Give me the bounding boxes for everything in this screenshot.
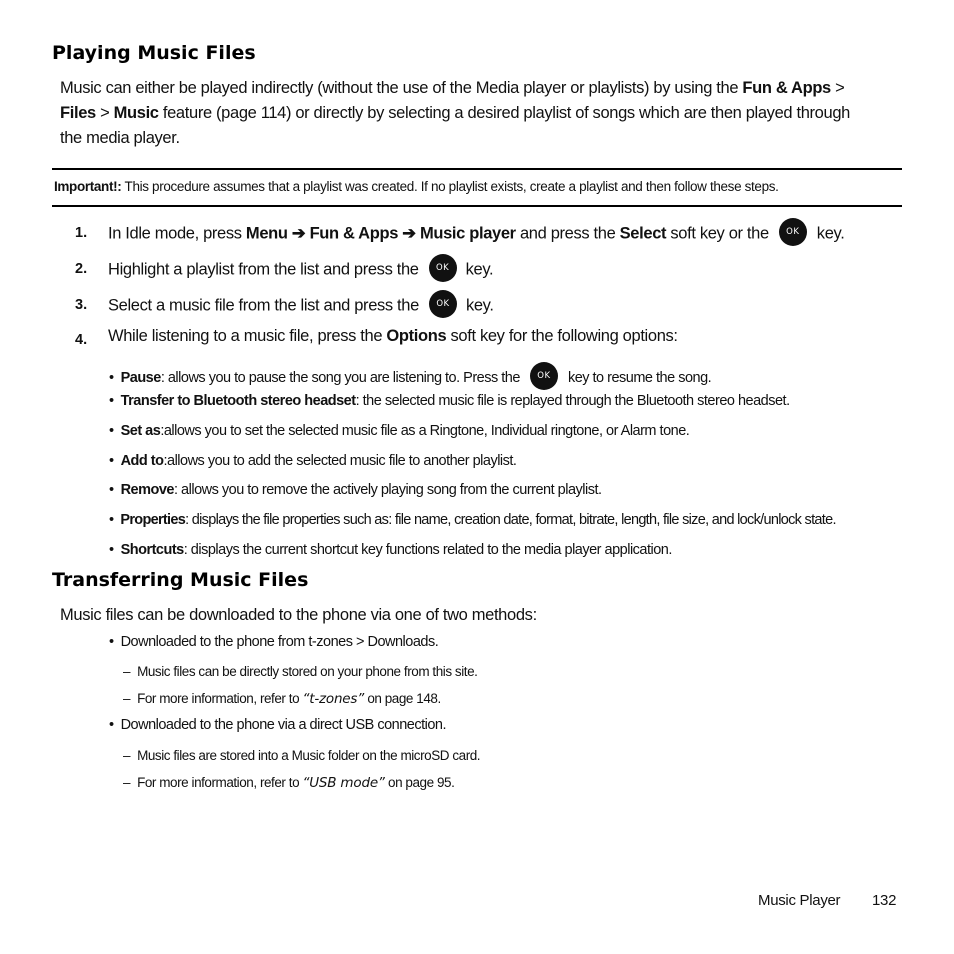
- bullet-icon: •: [109, 542, 114, 558]
- step-2: [108, 256, 493, 284]
- arrow-icon: ➔: [287, 224, 310, 243]
- note-bottom-rule: [52, 205, 902, 207]
- option-term: Shortcuts: [120, 542, 184, 558]
- sub-item-text: Music files can be directly stored on your phone from this site.: [137, 664, 478, 679]
- option-add-to: [109, 453, 516, 469]
- option-term: Remove: [120, 482, 174, 498]
- intro-text: feature (page 114) or directly by selecting a desired playlist of songs which are then played through: [158, 104, 850, 122]
- dash-icon: –: [123, 748, 131, 763]
- step-bold-options: Options: [386, 327, 447, 345]
- section-heading-playing-music-files: Playing Music Files: [52, 42, 256, 64]
- step-text: soft key or the: [666, 224, 769, 243]
- important-label: Important!:: [54, 179, 122, 194]
- bullet-icon: •: [109, 512, 114, 528]
- bullet-icon: •: [109, 423, 114, 439]
- step-text: soft key for the following options:: [446, 327, 678, 345]
- intro-paragraph-line2: [60, 101, 850, 126]
- step-bold-select: Select: [619, 224, 667, 243]
- intro-bold-files: Files: [60, 104, 96, 122]
- intro-text: Music can either be played indirectly (without the use of the Media player or playlists) by using the: [60, 79, 743, 97]
- option-term: Transfer to Bluetooth stereo headset: [120, 393, 356, 409]
- bullet-icon: •: [109, 482, 114, 498]
- dash-icon: –: [123, 775, 131, 790]
- step-text: and press the: [515, 224, 620, 243]
- step-text: Select a music file from the list and press the: [108, 296, 419, 315]
- step-number: 4.: [75, 332, 88, 348]
- bullet-icon: •: [109, 369, 114, 386]
- transfer-method-usb: [109, 717, 446, 733]
- intro-bold-fun-apps: Fun & Apps: [742, 79, 831, 97]
- step-text: key.: [465, 296, 494, 315]
- step-4: [108, 327, 678, 346]
- option-text: : allows you to pause the song you are listening to. Press the: [160, 369, 520, 386]
- transfer-method-tzones: [109, 634, 438, 650]
- sub-item-text: on page 95.: [384, 775, 455, 790]
- note-top-rule: [52, 168, 902, 170]
- step-1: [108, 220, 844, 248]
- transfer-intro: Music files can be downloaded to the phone via one of two methods:: [60, 606, 537, 624]
- ok-key-icon: OK: [429, 254, 457, 282]
- bullet-icon: •: [109, 393, 114, 409]
- option-term: Properties: [120, 512, 186, 528]
- sub-item-text: Music files are stored into a Music folder on the microSD card.: [137, 748, 481, 763]
- step-3: [108, 292, 494, 320]
- option-text: key to resume the song.: [567, 369, 712, 386]
- sub-item-text: For more information, refer to: [137, 691, 303, 706]
- bullet-text: Downloaded to the phone via a direct USB connection.: [120, 717, 447, 733]
- ok-key-icon: OK: [530, 362, 558, 390]
- option-pause: [109, 364, 711, 392]
- step-bold-music-player: Music player: [419, 224, 516, 243]
- step-text: Highlight a playlist from the list and press the: [108, 260, 419, 279]
- bullet-icon: •: [109, 453, 114, 469]
- option-text: : displays the current shortcut key functions related to the media player application.: [183, 542, 672, 558]
- ok-key-icon: OK: [779, 218, 807, 246]
- option-transfer-bluetooth: [109, 393, 790, 409]
- important-note: [54, 179, 779, 194]
- intro-paragraph-line3: the media player.: [60, 129, 180, 147]
- step-number: 3.: [75, 297, 88, 313]
- intro-separator: >: [95, 104, 114, 122]
- option-text: : allows you to remove the actively playing song from the current playlist.: [174, 482, 602, 498]
- option-properties: [109, 512, 836, 528]
- bullet-icon: •: [109, 717, 114, 733]
- tzones-sub-item-1: [123, 664, 477, 679]
- intro-bold-music: Music: [113, 104, 159, 122]
- step-number: 2.: [75, 261, 88, 277]
- step-text: key.: [816, 224, 845, 243]
- arrow-icon: ➔: [398, 224, 420, 243]
- intro-paragraph-line1: [60, 76, 844, 101]
- important-text: This procedure assumes that a playlist was created. If no playlist exists, create a playlist and then follow these steps.: [121, 179, 779, 194]
- section-heading-transferring-music-files: Transferring Music Files: [52, 569, 309, 591]
- cross-reference-link[interactable]: “t-zones”: [302, 691, 365, 707]
- dash-icon: –: [123, 691, 131, 706]
- option-text: :allows you to add the selected music file to another playlist.: [163, 453, 517, 469]
- option-set-as: [109, 423, 689, 439]
- sub-item-text: For more information, refer to: [137, 775, 303, 790]
- page-number: 132: [872, 892, 897, 909]
- option-text: : the selected music file is replayed through the Bluetooth stereo headset.: [355, 393, 790, 409]
- option-text: : displays the file properties such as: file name, creation date, format, bitrate, length, file size, and lock/unlock state.: [185, 512, 836, 528]
- step-text: While listening to a music file, press the: [108, 327, 387, 345]
- ok-key-icon: OK: [429, 290, 457, 318]
- bullet-icon: •: [109, 634, 114, 650]
- step-text: In Idle mode, press: [108, 224, 246, 243]
- tzones-sub-item-2: [123, 691, 441, 707]
- option-text: :allows you to set the selected music file as a Ringtone, Individual ringtone, or Alarm tone.: [160, 423, 690, 439]
- bullet-text: Downloaded to the phone from t-zones > Downloads.: [120, 634, 439, 650]
- step-bold-menu: Menu: [245, 224, 288, 243]
- option-shortcuts: [109, 542, 672, 558]
- step-text: key.: [465, 260, 494, 279]
- step-number: 1.: [75, 225, 88, 241]
- sub-item-text: on page 148.: [364, 691, 441, 706]
- intro-separator: >: [830, 79, 845, 97]
- option-term: Pause: [120, 369, 161, 386]
- option-remove: [109, 482, 602, 498]
- option-term: Set as: [120, 423, 161, 439]
- usb-sub-item-1: [123, 748, 480, 763]
- option-term: Add to: [120, 453, 164, 469]
- footer-section-name: Music Player: [758, 892, 841, 909]
- dash-icon: –: [123, 664, 131, 679]
- step-bold-fun-apps: Fun & Apps: [309, 224, 399, 243]
- usb-sub-item-2: [123, 775, 454, 791]
- cross-reference-link[interactable]: “USB mode”: [302, 775, 385, 791]
